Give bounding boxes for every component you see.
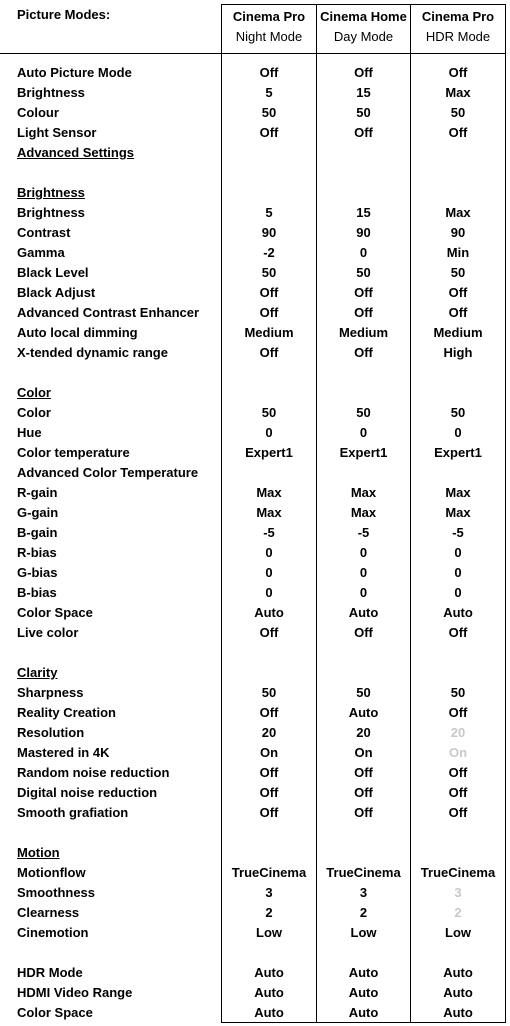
setting-row [0, 603, 510, 623]
setting-row [0, 963, 510, 983]
setting-label: HDMI Video Range [17, 985, 133, 1000]
setting-value: 0 [265, 565, 273, 580]
setting-value: Off [448, 805, 468, 820]
setting-label: G-bias [17, 565, 58, 580]
setting-label: Advanced Contrast Enhancer [17, 305, 200, 320]
setting-value: On [259, 745, 279, 760]
setting-label: Auto Picture Mode [17, 65, 132, 80]
setting-row [0, 303, 510, 323]
mode-header-line2: Day Mode [333, 29, 394, 44]
setting-value: 15 [356, 85, 371, 100]
setting-label: G-gain [17, 505, 59, 520]
setting-value: Expert1 [434, 445, 482, 460]
setting-value: Off [448, 305, 468, 320]
setting-value: 3 [265, 885, 273, 900]
setting-row [0, 223, 510, 243]
setting-label: R-bias [17, 545, 57, 560]
setting-value: 0 [454, 425, 462, 440]
setting-value: 90 [261, 225, 277, 240]
setting-value: -5 [263, 525, 275, 540]
setting-value: Max [445, 205, 471, 220]
setting-row [0, 343, 510, 363]
setting-value: 90 [356, 225, 371, 240]
setting-value: Auto [443, 1005, 473, 1020]
setting-row [0, 323, 510, 343]
setting-value: 5 [265, 85, 273, 100]
setting-value: Off [354, 765, 373, 780]
setting-value: 50 [356, 685, 371, 700]
setting-value: 50 [450, 265, 466, 280]
setting-value: Low [445, 925, 471, 940]
setting-label: Smooth grafiation [17, 805, 129, 820]
setting-value: Min [446, 245, 470, 260]
setting-label: Reality Creation [17, 705, 116, 720]
setting-value: Max [445, 485, 471, 500]
setting-value: 3 [454, 885, 462, 900]
setting-value: Off [448, 625, 468, 640]
setting-value: 0 [454, 565, 462, 580]
setting-value: Medium [244, 325, 294, 340]
setting-row [0, 283, 510, 303]
setting-value: Max [445, 85, 471, 100]
setting-value: 0 [454, 545, 462, 560]
setting-label: Color Space [17, 1005, 93, 1020]
mode-header-line2: Night Mode [235, 29, 303, 44]
setting-value: Off [259, 765, 279, 780]
setting-label: Mastered in 4K [17, 745, 110, 760]
setting-value: Off [354, 285, 373, 300]
setting-row [0, 543, 510, 563]
setting-value: 20 [450, 725, 466, 740]
setting-value: 50 [261, 265, 277, 280]
setting-value: Auto [443, 985, 473, 1000]
spacer-row [0, 943, 510, 963]
setting-value: Off [259, 785, 279, 800]
setting-value: Medium [433, 325, 483, 340]
setting-value: TrueCinema [231, 865, 307, 880]
setting-row [0, 123, 510, 143]
setting-value: Max [256, 485, 282, 500]
setting-value: Max [350, 505, 377, 520]
setting-label: Cinemotion [17, 925, 89, 940]
setting-row [0, 1003, 510, 1023]
setting-row [0, 523, 510, 543]
setting-value: Off [259, 345, 279, 360]
setting-label: B-bias [17, 585, 57, 600]
setting-label: Brightness [17, 85, 85, 100]
setting-label: Auto local dimming [17, 325, 138, 340]
setting-value: 0 [454, 585, 462, 600]
setting-value: 50 [450, 685, 466, 700]
mode-header-cinema-pro-night [222, 4, 316, 52]
setting-value: 2 [265, 905, 273, 920]
section-heading: Color [17, 385, 51, 400]
setting-value: Off [448, 765, 468, 780]
setting-label: B-gain [17, 525, 58, 540]
setting-label: Color temperature [17, 445, 130, 460]
setting-label: Clearness [17, 905, 80, 920]
setting-value: Auto [443, 605, 473, 620]
setting-label: Colour [17, 105, 59, 120]
setting-value: Off [259, 65, 279, 80]
setting-label: Black Level [17, 265, 89, 280]
setting-value: Off [448, 785, 468, 800]
section-heading: Advanced Settings [17, 145, 135, 160]
setting-value: 0 [359, 565, 368, 580]
setting-value: Off [354, 65, 373, 80]
spacer-row [0, 363, 510, 383]
setting-row [0, 583, 510, 603]
setting-value: 0 [359, 245, 368, 260]
section-heading-row [0, 843, 510, 863]
setting-value: Expert1 [339, 445, 388, 460]
setting-row [0, 623, 510, 643]
setting-value: Auto [254, 985, 284, 1000]
setting-value: Auto [348, 1005, 379, 1020]
setting-value: On [448, 745, 468, 760]
setting-value: -5 [452, 525, 464, 540]
setting-label: Hue [17, 425, 42, 440]
setting-value: Off [354, 125, 373, 140]
setting-label: Brightness [17, 205, 85, 220]
setting-value: Low [256, 925, 282, 940]
setting-row [0, 803, 510, 823]
setting-value: TrueCinema [326, 865, 401, 880]
setting-value: Low [350, 925, 377, 940]
section-heading: Motion [17, 845, 60, 860]
setting-value: Max [256, 505, 282, 520]
setting-row [0, 443, 510, 463]
setting-label: HDR Mode [17, 965, 83, 980]
setting-value: 15 [356, 205, 371, 220]
section-heading-row [0, 183, 510, 203]
setting-value: 50 [356, 265, 371, 280]
setting-value: Off [259, 705, 279, 720]
setting-label: Contrast [17, 225, 71, 240]
setting-row [0, 783, 510, 803]
setting-value: 0 [265, 545, 273, 560]
setting-value: Off [259, 625, 279, 640]
setting-value: Auto [348, 605, 379, 620]
setting-value: Auto [348, 705, 379, 720]
setting-value: Off [354, 805, 373, 820]
setting-value: Auto [348, 965, 379, 980]
setting-value: -2 [263, 245, 275, 260]
setting-label: Black Adjust [17, 285, 96, 300]
setting-label: Digital noise reduction [17, 785, 158, 800]
setting-value: Auto [254, 605, 284, 620]
setting-row [0, 683, 510, 703]
setting-label: Smoothness [17, 885, 96, 900]
picture-modes-label: Picture Modes: [17, 7, 111, 22]
setting-row [0, 263, 510, 283]
setting-value: Off [448, 285, 468, 300]
setting-value: 90 [450, 225, 466, 240]
setting-label: Advanced Color Temperature [17, 465, 199, 480]
setting-value: Off [448, 125, 468, 140]
setting-value: 0 [265, 425, 273, 440]
setting-row [0, 703, 510, 723]
setting-row [0, 723, 510, 743]
setting-value: Off [354, 625, 373, 640]
mode-header-line1: Cinema Pro [232, 9, 306, 24]
mode-header-line1: Cinema Pro [421, 9, 495, 24]
setting-label: Gamma [17, 245, 65, 260]
setting-value: Medium [338, 325, 389, 340]
setting-value: 50 [261, 685, 277, 700]
setting-value: -5 [357, 525, 370, 540]
setting-value: On [354, 745, 373, 760]
setting-value: Off [354, 345, 373, 360]
setting-value: Off [448, 65, 468, 80]
setting-value: Expert1 [245, 445, 293, 460]
setting-row [0, 423, 510, 443]
setting-row [0, 743, 510, 763]
setting-value: Off [259, 125, 279, 140]
setting-value: 20 [356, 725, 371, 740]
setting-label: Color Space [17, 605, 93, 620]
table-top-border [221, 4, 506, 5]
setting-row [0, 503, 510, 523]
setting-value: 0 [265, 585, 273, 600]
setting-value: Max [350, 485, 377, 500]
setting-row [0, 403, 510, 423]
setting-value: Off [354, 305, 373, 320]
setting-value: Off [448, 705, 468, 720]
setting-value: 5 [265, 205, 273, 220]
setting-value: 20 [261, 725, 277, 740]
setting-row [0, 463, 510, 483]
spacer-row [0, 163, 510, 183]
setting-value: Max [445, 505, 471, 520]
setting-value: Auto [254, 965, 284, 980]
setting-label: Random noise reduction [17, 765, 170, 780]
setting-row [0, 863, 510, 883]
setting-value: 50 [261, 405, 277, 420]
setting-row [0, 983, 510, 1003]
setting-value: 3 [359, 885, 368, 900]
setting-row [0, 243, 510, 263]
setting-value: 50 [356, 105, 371, 120]
section-heading-row [0, 663, 510, 683]
setting-value: 0 [359, 585, 368, 600]
section-heading: Brightness [17, 185, 85, 200]
setting-label: Live color [17, 625, 79, 640]
setting-value: Auto [254, 1005, 284, 1020]
mode-header-line2: HDR Mode [425, 29, 491, 44]
spacer-row [0, 823, 510, 843]
setting-label: Motionflow [17, 865, 86, 880]
header-divider [0, 53, 506, 54]
setting-row [0, 103, 510, 123]
setting-value: 2 [454, 905, 462, 920]
setting-value: 50 [450, 405, 466, 420]
setting-label: X-tended dynamic range [17, 345, 168, 360]
setting-row [0, 883, 510, 903]
setting-value: 0 [359, 545, 368, 560]
setting-value: Auto [443, 965, 473, 980]
setting-row [0, 923, 510, 943]
setting-value: 50 [261, 105, 277, 120]
setting-value: Off [259, 805, 279, 820]
setting-row [0, 903, 510, 923]
setting-value: 0 [359, 425, 368, 440]
setting-label: Color [17, 405, 51, 420]
setting-label: Sharpness [17, 685, 84, 700]
setting-row [0, 203, 510, 223]
setting-row [0, 563, 510, 583]
setting-row [0, 63, 510, 83]
section-heading-row [0, 143, 510, 163]
setting-value: 50 [450, 105, 466, 120]
setting-row [0, 763, 510, 783]
setting-label: R-gain [17, 485, 58, 500]
setting-row [0, 483, 510, 503]
setting-value: 50 [356, 405, 371, 420]
setting-value: Off [259, 305, 279, 320]
setting-value: 2 [359, 905, 368, 920]
section-heading-row [0, 383, 510, 403]
section-heading: Clarity [17, 665, 58, 680]
spacer-row [0, 643, 510, 663]
setting-label: Resolution [17, 725, 85, 740]
mode-header-line1: Cinema Home [320, 9, 407, 24]
setting-value: Off [259, 285, 279, 300]
setting-value: Auto [348, 985, 379, 1000]
setting-label: Light Sensor [17, 125, 97, 140]
setting-value: TrueCinema [420, 865, 496, 880]
setting-value: Off [354, 785, 373, 800]
mode-header-cinema-home-day [317, 4, 410, 52]
mode-header-cinema-pro-hdr [411, 4, 505, 52]
setting-value: High [443, 345, 473, 360]
setting-row [0, 83, 510, 103]
